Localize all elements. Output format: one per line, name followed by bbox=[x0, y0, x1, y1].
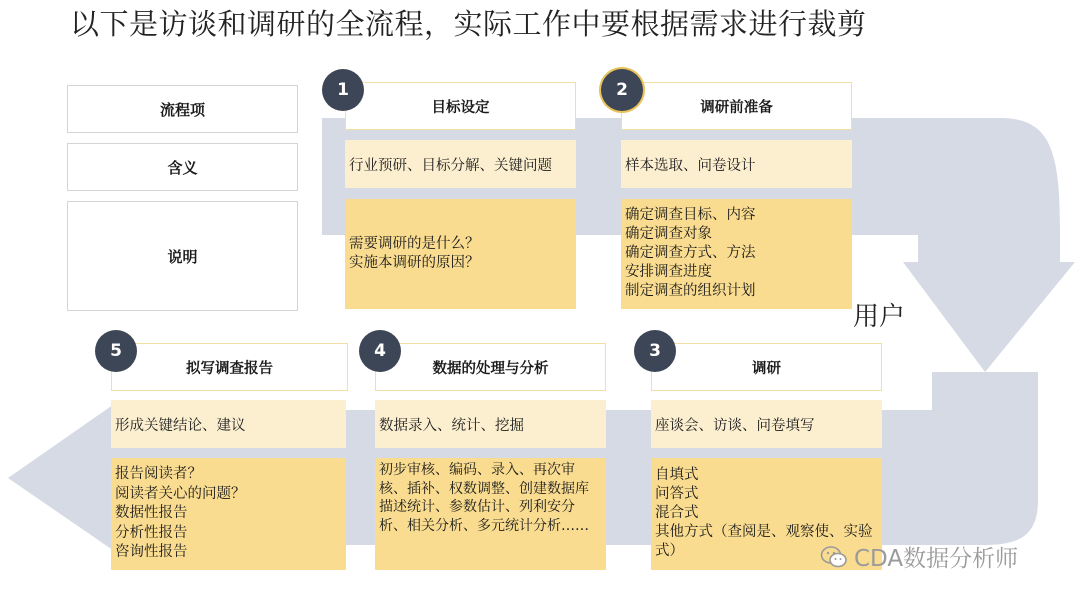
step-2-line: 确定调查方式、方法 bbox=[625, 245, 756, 261]
wechat-icon bbox=[820, 545, 848, 569]
step-3-badge: 3 bbox=[634, 330, 676, 372]
row-label-meaning: 含义 bbox=[67, 143, 298, 191]
step-2-title: 调研前准备 bbox=[621, 82, 852, 130]
row-label-process: 流程项 bbox=[67, 85, 298, 133]
step-4-description bbox=[375, 458, 606, 570]
step-5-title: 拟写调查报告 bbox=[111, 343, 348, 391]
step-1-title: 目标设定 bbox=[345, 82, 576, 130]
step-3-meaning: 座谈会、访谈、问卷填写 bbox=[651, 400, 882, 448]
step-2-meaning: 样本选取、问卷设计 bbox=[621, 140, 852, 188]
step-5-line: 报告阅读者？ bbox=[115, 466, 202, 482]
step-5-line: 数据性报告 bbox=[115, 505, 188, 521]
step-1-badge: 1 bbox=[322, 69, 364, 111]
watermark-text: CDA数据分析师 bbox=[854, 546, 1019, 572]
step-4-meaning: 数据录入、统计、挖掘 bbox=[375, 400, 606, 448]
step-2-line: 确定调查对象 bbox=[625, 226, 712, 242]
row-label-description: 说明 bbox=[67, 201, 298, 311]
step-1-meaning: 行业预研、目标分解、关键问题 bbox=[345, 140, 576, 188]
step-1-line: 需要调研的是什么？ bbox=[349, 236, 480, 252]
step-2-line: 安排调查进度 bbox=[625, 264, 712, 280]
step-2-badge: 2 bbox=[601, 69, 643, 111]
step-4-title: 数据的处理与分析 bbox=[375, 343, 606, 391]
step-2-description bbox=[621, 199, 852, 309]
step-3-line: 混合式 bbox=[655, 505, 699, 521]
step-2-line: 制定调查的组织计划 bbox=[625, 283, 756, 299]
page-title: 以下是访谈和调研的全流程，实际工作中要根据需求进行裁剪 bbox=[70, 7, 867, 41]
step-5-line: 分析性报告 bbox=[115, 524, 188, 541]
step-5-badge: 5 bbox=[95, 330, 137, 372]
step-1-line: 实施本调研的原因？ bbox=[349, 254, 480, 271]
step-4-line: 初步审核、编码、录入、再次审核、插补、权数调整、创建数据库 bbox=[379, 462, 589, 497]
step-3-line: 自填式 bbox=[655, 467, 699, 483]
step-5-description bbox=[111, 458, 346, 570]
step-4-line: 描述统计、参数估计、列利安分析、相关分析、多元统计分析…… bbox=[379, 499, 589, 534]
user-label: 用户 bbox=[853, 302, 906, 332]
step-5-meaning: 形成关键结论、建议 bbox=[111, 400, 346, 448]
step-2-line: 确定调查目标、内容 bbox=[625, 207, 756, 223]
step-3-title: 调研 bbox=[651, 343, 882, 391]
step-3-line: 其他方式（查阅是、观察使、实验式） bbox=[655, 524, 873, 559]
step-5-line: 咨询性报告 bbox=[115, 544, 188, 560]
watermark bbox=[820, 540, 1018, 573]
step-4-badge: 4 bbox=[359, 330, 401, 372]
step-1-description bbox=[345, 199, 576, 309]
step-3-line: 问答式 bbox=[655, 486, 699, 502]
step-5-line: 阅读者关心的问题？ bbox=[115, 485, 246, 502]
